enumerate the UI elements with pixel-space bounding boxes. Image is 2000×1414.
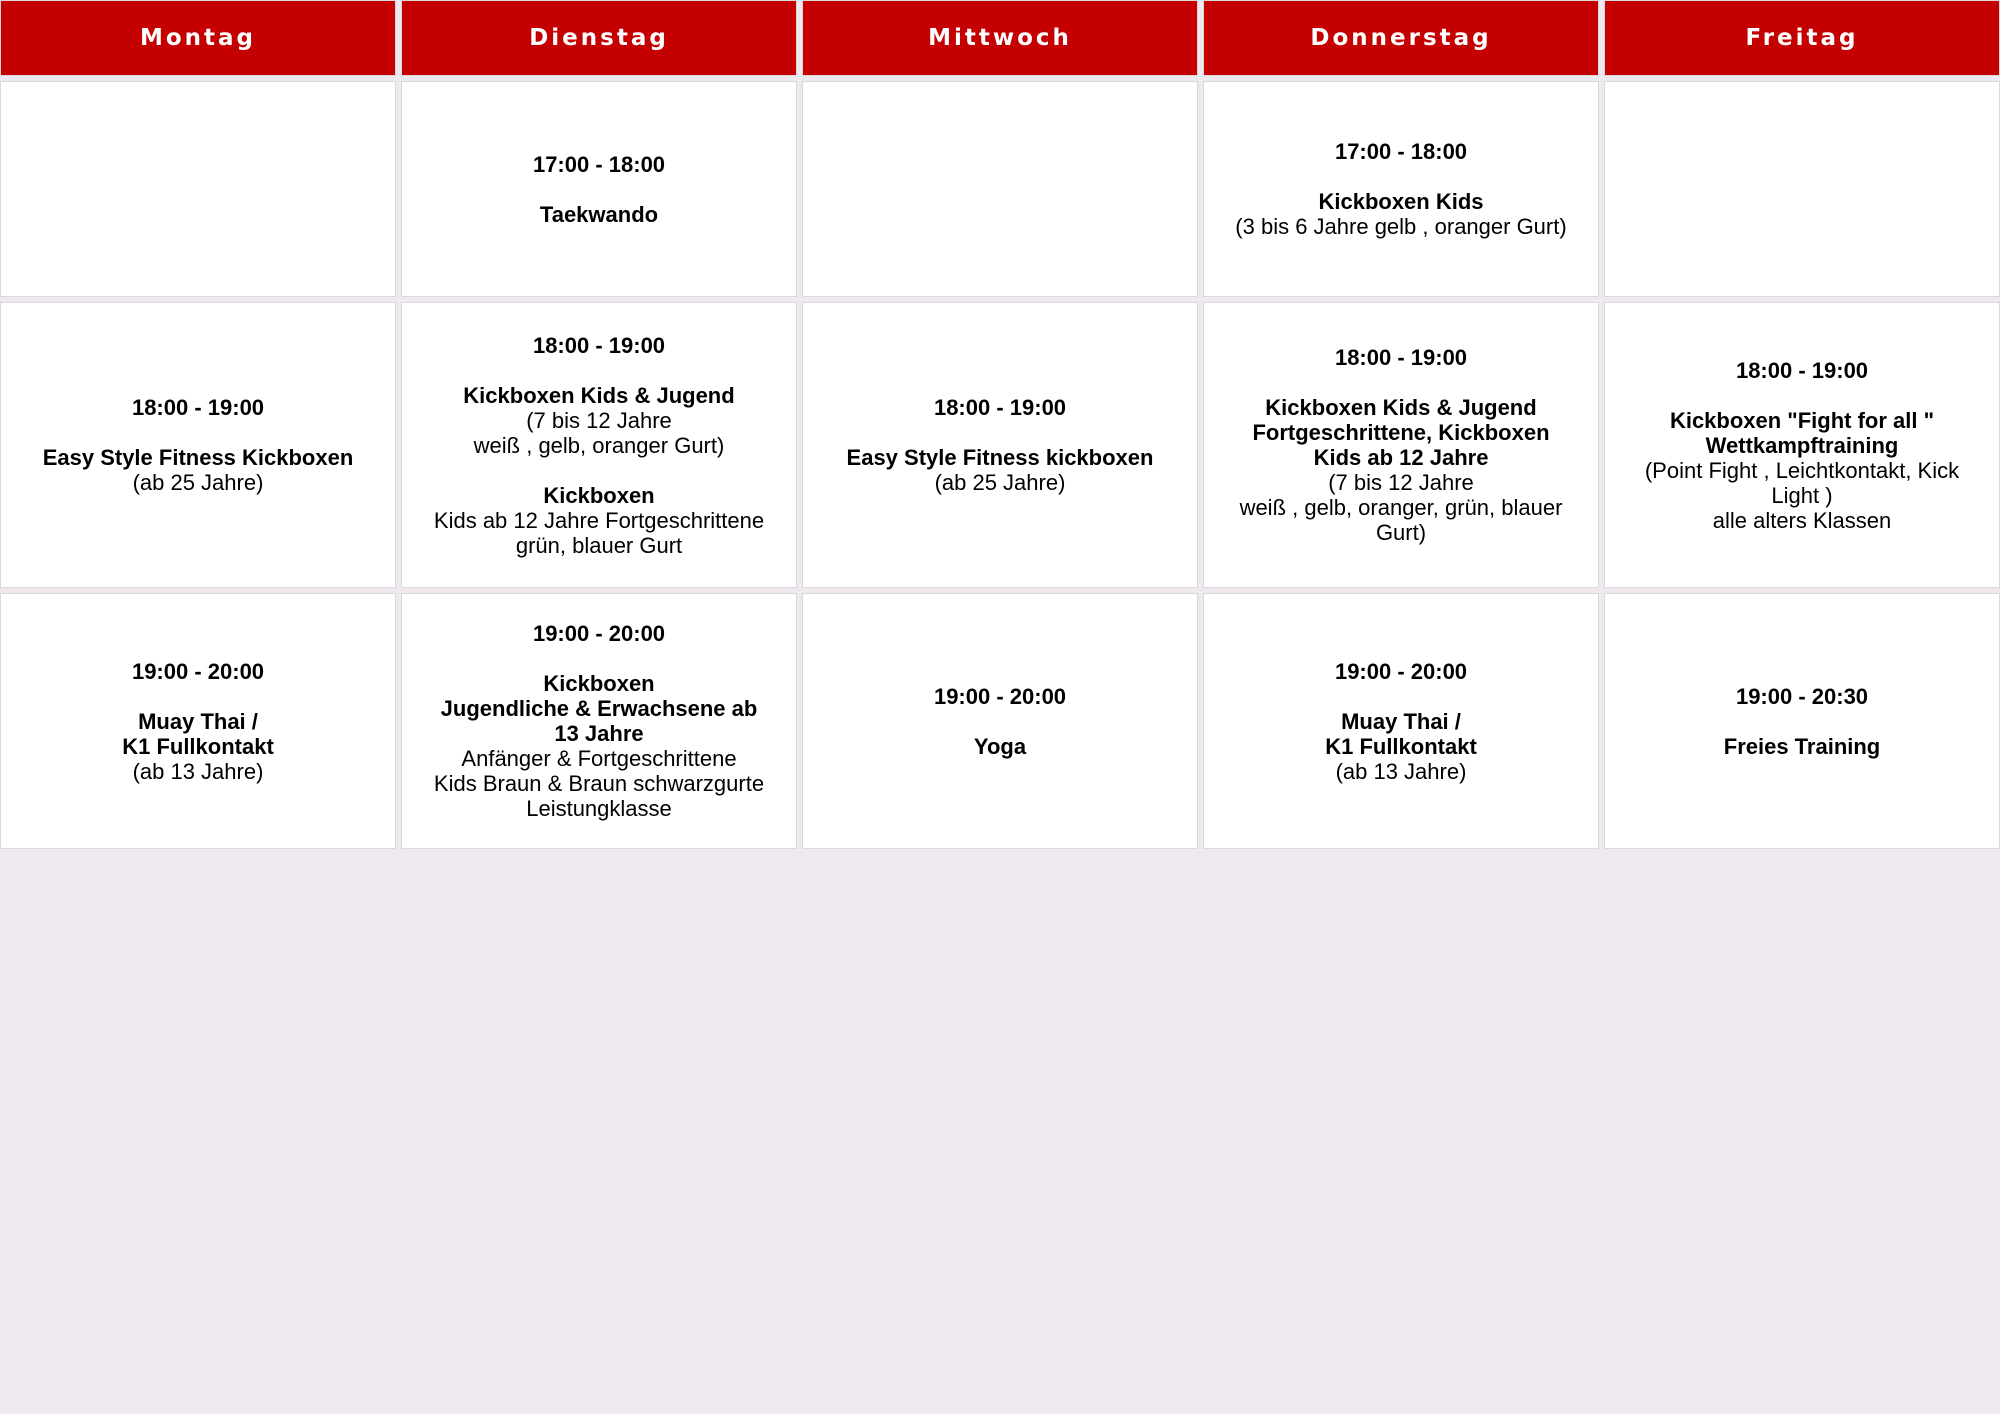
class-title: Kickboxen Kids & Jugend (463, 382, 735, 408)
class-title: 13 Jahre (554, 721, 644, 746)
class-detail: (7 bis 12 Jahre (526, 407, 672, 433)
slot-montag-3 (0, 593, 396, 849)
slot-dienstag-3 (401, 593, 797, 849)
slot-time: 19:00 - 20:00 (532, 621, 666, 646)
class-title: Muay Thai / (1341, 708, 1461, 734)
class-detail: (7 bis 12 Jahre (1328, 470, 1474, 495)
class-detail: weiß , gelb, oranger Gurt) (473, 432, 725, 458)
class-detail: Light ) (1771, 482, 1833, 508)
day-header-mittwoch: Mittwoch (802, 0, 1198, 76)
slot-time: 18:00 - 19:00 (933, 395, 1067, 420)
class-detail: Kids ab 12 Jahre Fortgeschrittene (433, 507, 765, 533)
class-title: Fortgeschrittene, Kickboxen (1252, 420, 1550, 445)
class-detail: (ab 13 Jahre) (132, 758, 264, 784)
class-detail: (ab 13 Jahre) (1335, 758, 1467, 784)
day-header-montag: Montag (0, 0, 396, 76)
slot-time: 19:00 - 20:00 (933, 683, 1067, 709)
class-title: Yoga (973, 733, 1027, 759)
class-detail: (ab 25 Jahre) (934, 470, 1066, 495)
slot-freitag-1 (1604, 81, 2000, 297)
slot-mittwoch-1 (802, 81, 1198, 297)
slot-time: 18:00 - 19:00 (532, 332, 666, 358)
slot-mittwoch-3 (802, 593, 1198, 849)
slot-freitag-2 (1604, 302, 2000, 588)
slot-dienstag-2 (401, 302, 797, 588)
slot-time: 19:00 - 20:00 (131, 658, 265, 684)
day-header-dienstag: Dienstag (401, 0, 797, 76)
slot-time: 17:00 - 18:00 (532, 151, 666, 177)
class-detail: Anfänger & Fortgeschrittene (461, 746, 737, 771)
slot-donnerstag-3 (1203, 593, 1599, 849)
class-title: Kickboxen Kids & Jugend (1265, 395, 1537, 420)
slot-montag-1 (0, 81, 396, 297)
class-detail: Gurt) (1375, 520, 1427, 545)
class-title: Taekwando (539, 201, 659, 227)
class-detail: grün, blauer Gurt (515, 532, 683, 558)
class-title: Wettkampftraining (1705, 432, 1899, 458)
class-title: K1 Fullkontakt (1325, 733, 1477, 759)
class-detail: weiß , gelb, oranger, grün, blauer (1239, 495, 1563, 520)
class-detail: (Point Fight , Leichtkontakt, Kick (1644, 457, 1960, 483)
slot-time: 18:00 - 19:00 (1334, 345, 1468, 370)
slot-donnerstag-1 (1203, 81, 1599, 297)
slot-time: 18:00 - 19:00 (131, 395, 265, 420)
class-detail: alle alters Klassen (1712, 507, 1892, 533)
slot-time: 19:00 - 20:00 (1334, 658, 1468, 684)
class-detail: (3 bis 6 Jahre gelb , oranger Gurt) (1235, 214, 1567, 239)
class-title: Kickboxen (543, 482, 655, 508)
class-title: K1 Fullkontakt (122, 733, 274, 759)
class-title: Easy Style Fitness kickboxen (846, 445, 1154, 470)
day-header-donnerstag: Donnerstag (1203, 0, 1599, 76)
class-title: Easy Style Fitness Kickboxen (42, 445, 354, 470)
class-title: Kickboxen "Fight for all " (1669, 407, 1935, 433)
class-title: Kickboxen Kids (1318, 189, 1484, 214)
slot-time: 17:00 - 18:00 (1334, 139, 1468, 164)
slot-dienstag-1 (401, 81, 797, 297)
class-detail: (ab 25 Jahre) (132, 470, 264, 495)
slot-mittwoch-2 (802, 302, 1198, 588)
slot-time: 18:00 - 19:00 (1735, 357, 1869, 383)
class-detail: Kids Braun & Braun schwarzgurte (433, 771, 765, 796)
slot-donnerstag-2 (1203, 302, 1599, 588)
class-title: Kids ab 12 Jahre (1313, 445, 1489, 470)
class-title: Kickboxen (543, 671, 655, 696)
class-title: Muay Thai / (138, 708, 258, 734)
slot-montag-2 (0, 302, 396, 588)
class-detail: Leistungklasse (526, 796, 672, 821)
slot-time: 19:00 - 20:30 (1735, 683, 1869, 709)
slot-freitag-3 (1604, 593, 2000, 849)
class-title: Jugendliche & Erwachsene ab (440, 696, 758, 721)
class-title: Freies Training (1723, 733, 1881, 759)
day-header-freitag: Freitag (1604, 0, 2000, 76)
